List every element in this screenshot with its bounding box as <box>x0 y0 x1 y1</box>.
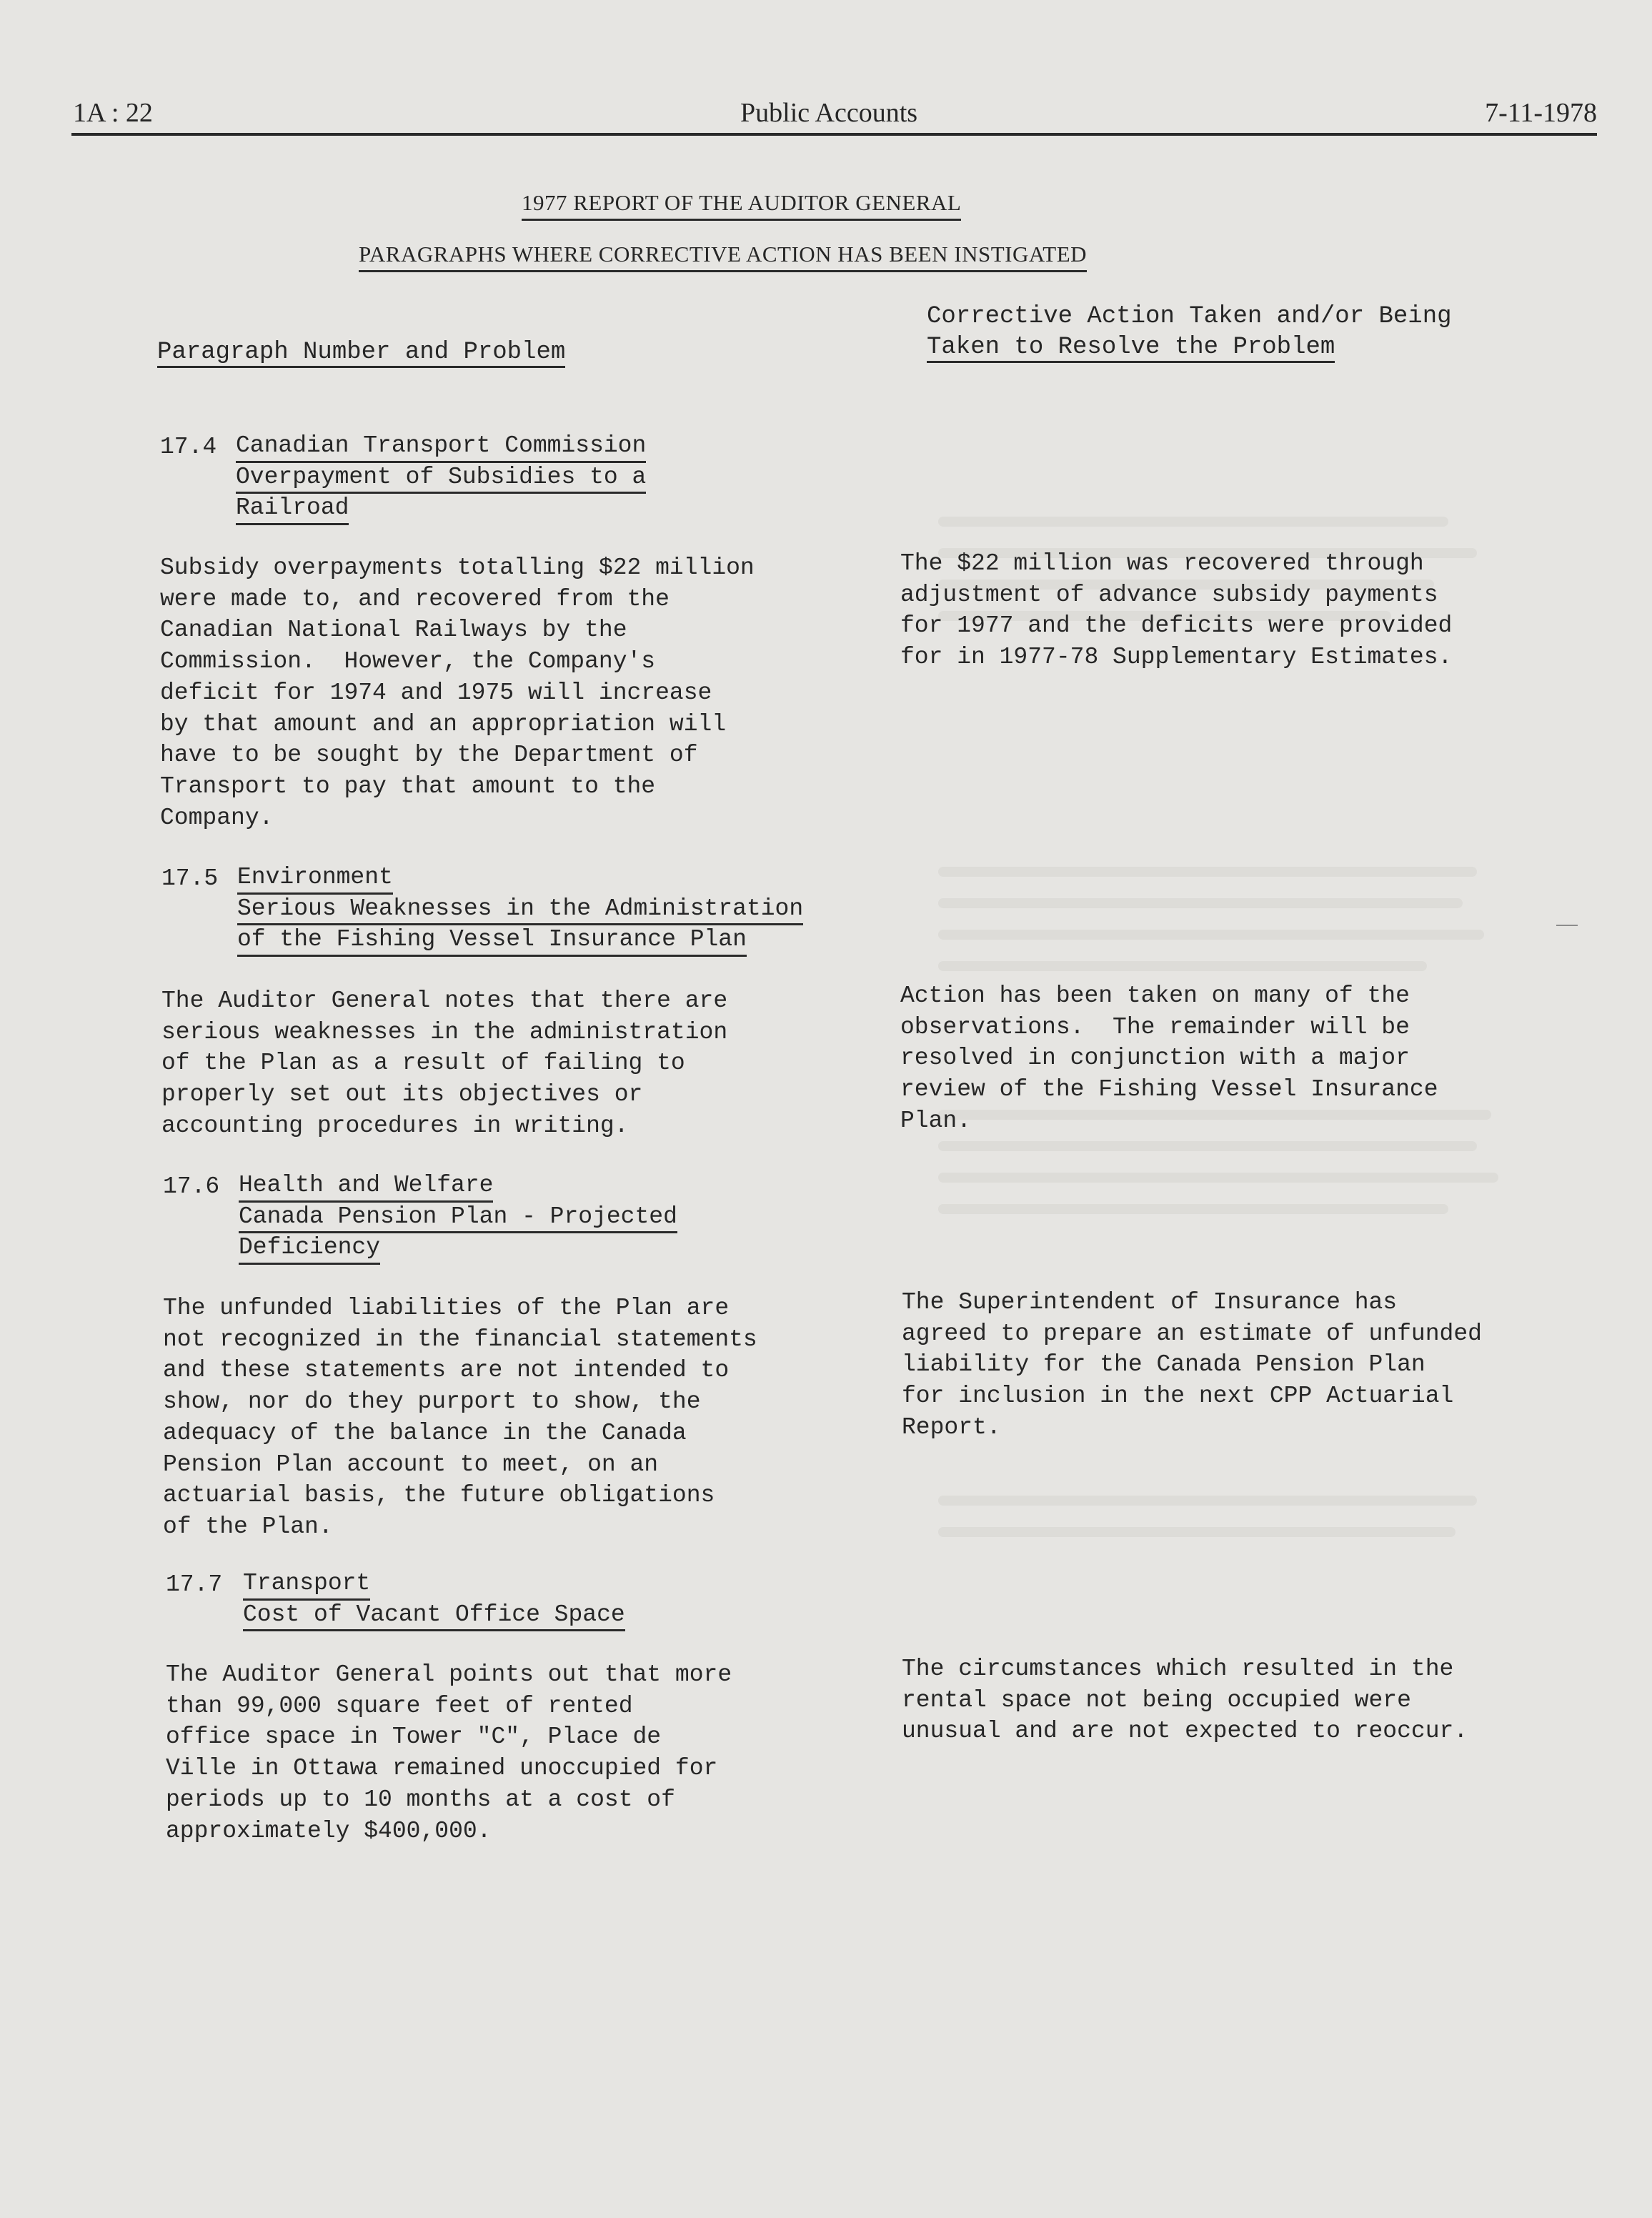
item-heading-line: Canada Pension Plan - Projected <box>239 1203 677 1234</box>
item-number: 17.6 <box>163 1173 220 1200</box>
item-action: The $22 million was recovered through adjustment of advance subsidy payments for 1977 and the deficits were provided for in 1977-78 Supplementary Estimates. <box>900 550 1453 671</box>
item-number: 17.4 <box>160 434 217 460</box>
page-date: 7-11-1978 <box>1485 98 1597 128</box>
item-problem: The unfunded liabilities of the Plan are not recognized in the financial statements and these statements are not intended to show, nor do they purport to show, the adequacy of the balance in the Canada Pension Plan account to meet, on an actuarial basis, the future obligations of the Plan. <box>163 1295 757 1540</box>
item-number: 17.7 <box>166 1571 223 1598</box>
item-heading-line: Overpayment of Subsidies to a <box>236 463 646 494</box>
page-number: 1A : 22 <box>73 98 153 128</box>
left-column-header <box>157 337 565 368</box>
item-heading <box>243 1569 625 1631</box>
item-problem: The Auditor General points out that more than 99,000 square feet of rented office space in Tower "C", Place de Ville in Ottawa remained unoccupied for periods up to 10 months at a cost of approximately $400,000. <box>166 1661 732 1844</box>
item-action: The Superintendent of Insurance has agreed to prepare an estimate of unfunded liability for the Canada Pension Plan for inclusion in the next CPP Actuarial Report. <box>902 1289 1482 1441</box>
item-heading-line: of the Fishing Vessel Insurance Plan <box>237 925 747 957</box>
item-action: Action has been taken on many of the observations. The remainder will be resolved in conjunction with a major review of the Fishing Vessel Insurance Plan. <box>900 983 1438 1134</box>
report-subtitle: PARAGRAPHS WHERE CORRECTIVE ACTION HAS BEEN INSTIGATED <box>359 242 1087 272</box>
item-heading-line: Health and Welfare <box>239 1171 493 1203</box>
item-heading-line: Canadian Transport Commission <box>236 432 646 463</box>
item-heading-line: Deficiency <box>239 1233 380 1265</box>
item-heading-line: Transport <box>243 1569 370 1601</box>
item-problem: Subsidy overpayments totalling $22 million were made to, and recovered from the Canadian National Railways by the Commission. However, the Company's deficit for 1974 and 1975 will increase by that amount and an appropriation will have to be sought by the Department of Transport to pay that amount to the Company. <box>160 554 755 831</box>
right-column-header <box>927 302 1452 363</box>
header-rule <box>71 133 1597 136</box>
item-heading <box>239 1171 677 1265</box>
margin-mark <box>1556 925 1578 926</box>
item-number: 17.5 <box>161 865 219 892</box>
item-problem: The Auditor General notes that there are serious weaknesses in the administration of the Plan as a result of failing to properly set out its objectives or accounting procedures in writing. <box>161 988 728 1139</box>
report-title: 1977 REPORT OF THE AUDITOR GENERAL <box>522 190 961 221</box>
item-heading <box>236 432 646 525</box>
publication-title: Public Accounts <box>740 98 918 128</box>
item-heading-line: Environment <box>237 863 393 895</box>
running-header <box>71 91 1597 136</box>
right-column-header-line1: Corrective Action Taken and/or Being <box>927 303 1452 330</box>
item-heading-line: Cost of Vacant Office Space <box>243 1601 625 1632</box>
item-action: The circumstances which resulted in the rental space not being occupied were unusual and are not expected to reoccur. <box>902 1656 1468 1745</box>
right-column-header-line2: Taken to Resolve the Problem <box>927 334 1335 363</box>
item-heading <box>237 863 803 957</box>
item-heading-line: Railroad <box>236 494 349 525</box>
item-heading-line: Serious Weaknesses in the Administration <box>237 895 803 926</box>
left-column-header-text: Paragraph Number and Problem <box>157 339 565 368</box>
